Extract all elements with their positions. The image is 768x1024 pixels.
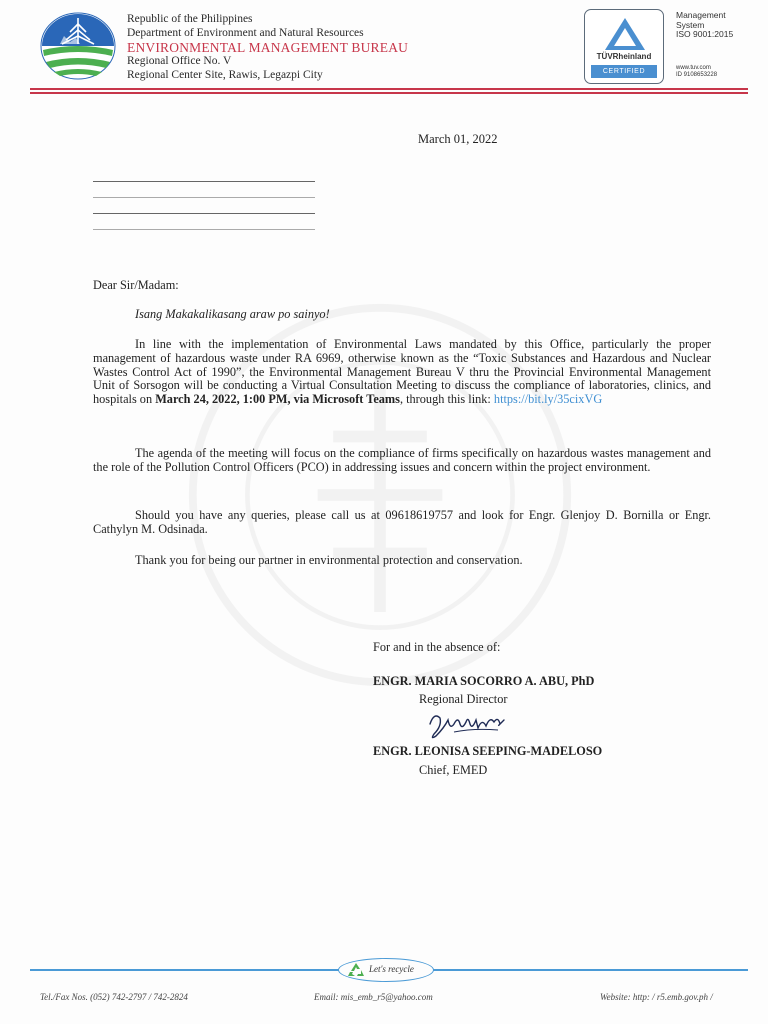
signatory-2-title: Chief, EMED	[419, 763, 488, 777]
paragraph-thanks: Thank you for being our partner in environmental protection and conservation.	[135, 553, 523, 567]
signatory-1-title: Regional Director	[419, 692, 508, 706]
salutation: Dear Sir/Madam:	[93, 278, 179, 292]
iso-standard: ISO 9001:2015	[676, 29, 734, 39]
management-system-label	[676, 11, 733, 40]
paragraph-queries: Should you have any queries, please call us at 09618619757 and look for Engr. Glenjoy D. Bornilla or Engr. Cathylyn M. Odsinada.	[93, 508, 711, 536]
cert-website: www.tuv.com	[676, 65, 711, 71]
header-divider	[30, 88, 748, 94]
system-line-2: System	[676, 19, 705, 30]
recycle-icon	[347, 962, 365, 978]
recipient-line-1	[93, 181, 315, 182]
recycle-badge	[338, 958, 434, 982]
cert-reference	[676, 65, 717, 79]
tuv-brand: TÜVRheinland	[596, 52, 652, 61]
department-line: Department of Environment and Natural Resources	[127, 26, 364, 39]
paragraph-link-lead: , through this link:	[399, 392, 494, 407]
paragraph-agenda: The agenda of the meeting will focus on the compliance of firms specifically on hazardous wastes management and the role of the Pollution Control Officers (PCO) in addressing issues and concern within the project environment.	[93, 446, 711, 474]
system-line-1: Management	[676, 10, 726, 20]
signatory-2-name: ENGR. LEONISA SEEPING-MADELOSO	[373, 744, 603, 758]
tuv-certification-mark	[584, 9, 664, 84]
recipient-line-4	[93, 229, 315, 230]
address-line: Regional Center Site, Rawis, Legazpi City	[127, 68, 323, 81]
tuv-triangle-icon	[603, 16, 647, 52]
footer-telfax: Tel./Fax Nos. (052) 742-2797 / 742-2824	[40, 992, 188, 1002]
footer-email[interactable]: Email: mis_emb_r5@yahoo.com	[314, 992, 433, 1002]
cert-id: ID 9108653228	[676, 72, 718, 78]
greeting-line: Isang Makakalikasang araw po sainyo!	[135, 307, 330, 321]
footer-website[interactable]: Website: http: / r5.emb.gov.ph /	[600, 992, 713, 1002]
paragraph-meeting-notice	[93, 338, 711, 407]
letterhead	[127, 13, 408, 82]
letter-date: March 01, 2022	[418, 132, 498, 146]
bureau-name: ENVIRONMENTAL MANAGEMENT BUREAU	[127, 40, 409, 56]
office-line: Regional Office No. V	[127, 55, 232, 68]
meeting-link[interactable]: https://bit.ly/35cixVG	[493, 392, 603, 407]
recipient-line-3	[93, 213, 315, 214]
recycle-text: Let's recycle	[369, 964, 414, 974]
republic-line: Republic of the Philippines	[127, 13, 253, 25]
meeting-date-time: March 24, 2022, 1:00 PM, via Microsoft Teams	[155, 392, 400, 407]
recipient-line-2	[93, 197, 315, 198]
signatory-1-name: ENGR. MARIA SOCORRO A. ABU, PhD	[373, 674, 595, 688]
certified-badge: CERTIFIED	[591, 65, 657, 78]
absence-note: For and in the absence of:	[373, 640, 501, 654]
emb-logo	[40, 12, 116, 80]
paragraph-meeting-text: In line with the implementation of Environmental Laws mandated by this Office, particularly the proper management of hazardous waste under RA 6969, otherwise known as the “Toxic Substances and Hazardous and Nuclear Wastes Control Act of 1990”, the Environmental Management Bureau V thru the Provincial Environmental Management Unit of Sorsogon will be conducting a Virtual Consultation Meeting to discuss the compliance of laboratories, clinics, and hospitals on	[93, 337, 711, 407]
handwritten-signature	[424, 704, 514, 744]
